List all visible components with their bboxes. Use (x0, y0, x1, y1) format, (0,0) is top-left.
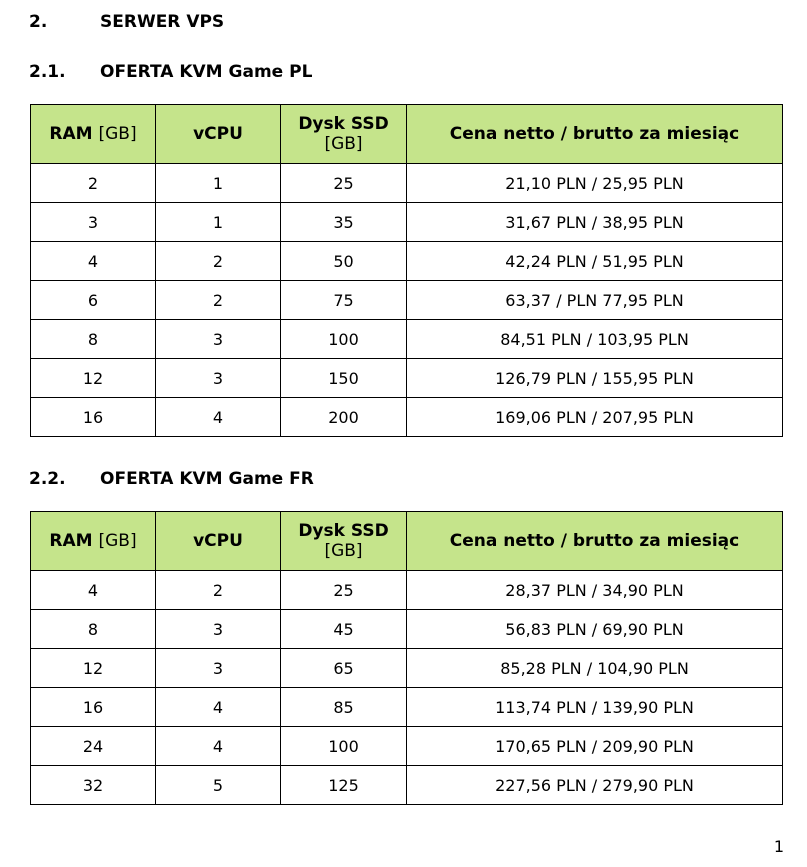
cell-price: 63,37 / PLN 77,95 PLN (407, 281, 783, 320)
cell-price: 31,67 PLN / 38,95 PLN (407, 203, 783, 242)
section-number: 2. (29, 12, 48, 32)
cell-disk: 35 (281, 203, 407, 242)
table-row (31, 164, 783, 203)
header-price: Cena netto / brutto za miesiąc (407, 105, 783, 164)
table-row (31, 610, 783, 649)
cell-price: 28,37 PLN / 34,90 PLN (407, 571, 783, 610)
cell-ram: 12 (31, 649, 156, 688)
cell-price: 227,56 PLN / 279,90 PLN (407, 766, 783, 805)
cell-disk: 150 (281, 359, 407, 398)
cell-disk: 65 (281, 649, 407, 688)
header-disk: Dysk SSD [GB] (281, 105, 407, 164)
header-vcpu: vCPU (156, 512, 281, 571)
offer-pl-number: 2.1. (29, 62, 66, 82)
cell-ram: 6 (31, 281, 156, 320)
header-ram: RAM [GB] (31, 105, 156, 164)
offer-pl-heading (29, 62, 312, 82)
table-row (31, 242, 783, 281)
cell-price: 126,79 PLN / 155,95 PLN (407, 359, 783, 398)
offer-fr-title: OFERTA KVM Game FR (100, 469, 314, 489)
table-header-row (31, 105, 783, 164)
section-title: SERWER VPS (100, 12, 225, 32)
page-number: 1 (773, 837, 784, 856)
cell-vcpu: 3 (156, 359, 281, 398)
cell-price: 113,74 PLN / 139,90 PLN (407, 688, 783, 727)
cell-vcpu: 3 (156, 649, 281, 688)
cell-ram: 3 (31, 203, 156, 242)
cell-disk: 45 (281, 610, 407, 649)
offer-fr-number: 2.2. (29, 469, 66, 489)
cell-price: 169,06 PLN / 207,95 PLN (407, 398, 783, 437)
cell-disk: 50 (281, 242, 407, 281)
cell-ram: 12 (31, 359, 156, 398)
header-disk: Dysk SSD [GB] (281, 512, 407, 571)
header-ram: RAM [GB] (31, 512, 156, 571)
cell-price: 170,65 PLN / 209,90 PLN (407, 727, 783, 766)
cell-ram: 16 (31, 398, 156, 437)
table-row (31, 203, 783, 242)
cell-vcpu: 3 (156, 320, 281, 359)
cell-disk: 25 (281, 164, 407, 203)
cell-price: 85,28 PLN / 104,90 PLN (407, 649, 783, 688)
cell-disk: 200 (281, 398, 407, 437)
header-price: Cena netto / brutto za miesiąc (407, 512, 783, 571)
cell-disk: 100 (281, 727, 407, 766)
offer-fr-heading (29, 469, 314, 489)
table-row (31, 320, 783, 359)
cell-price: 42,24 PLN / 51,95 PLN (407, 242, 783, 281)
cell-vcpu: 2 (156, 571, 281, 610)
cell-ram: 32 (31, 766, 156, 805)
table-row (31, 727, 783, 766)
cell-disk: 75 (281, 281, 407, 320)
table-row (31, 398, 783, 437)
cell-vcpu: 2 (156, 281, 281, 320)
cell-ram: 16 (31, 688, 156, 727)
cell-disk: 125 (281, 766, 407, 805)
cell-ram: 8 (31, 610, 156, 649)
cell-ram: 4 (31, 571, 156, 610)
table-row (31, 571, 783, 610)
cell-vcpu: 2 (156, 242, 281, 281)
offer-fr-table (30, 511, 783, 805)
table-row (31, 649, 783, 688)
offer-pl-title: OFERTA KVM Game PL (100, 62, 313, 82)
cell-vcpu: 1 (156, 164, 281, 203)
table-header-row (31, 512, 783, 571)
cell-ram: 2 (31, 164, 156, 203)
table-row (31, 359, 783, 398)
cell-disk: 25 (281, 571, 407, 610)
cell-ram: 24 (31, 727, 156, 766)
cell-vcpu: 4 (156, 727, 281, 766)
cell-vcpu: 4 (156, 688, 281, 727)
table-row (31, 281, 783, 320)
table-row (31, 688, 783, 727)
cell-disk: 85 (281, 688, 407, 727)
cell-ram: 4 (31, 242, 156, 281)
cell-vcpu: 5 (156, 766, 281, 805)
cell-ram: 8 (31, 320, 156, 359)
section-heading (29, 12, 224, 32)
offer-pl-table (30, 104, 783, 437)
cell-vcpu: 1 (156, 203, 281, 242)
cell-price: 56,83 PLN / 69,90 PLN (407, 610, 783, 649)
cell-disk: 100 (281, 320, 407, 359)
cell-vcpu: 3 (156, 610, 281, 649)
table-row (31, 766, 783, 805)
cell-price: 84,51 PLN / 103,95 PLN (407, 320, 783, 359)
cell-vcpu: 4 (156, 398, 281, 437)
cell-price: 21,10 PLN / 25,95 PLN (407, 164, 783, 203)
header-vcpu: vCPU (156, 105, 281, 164)
